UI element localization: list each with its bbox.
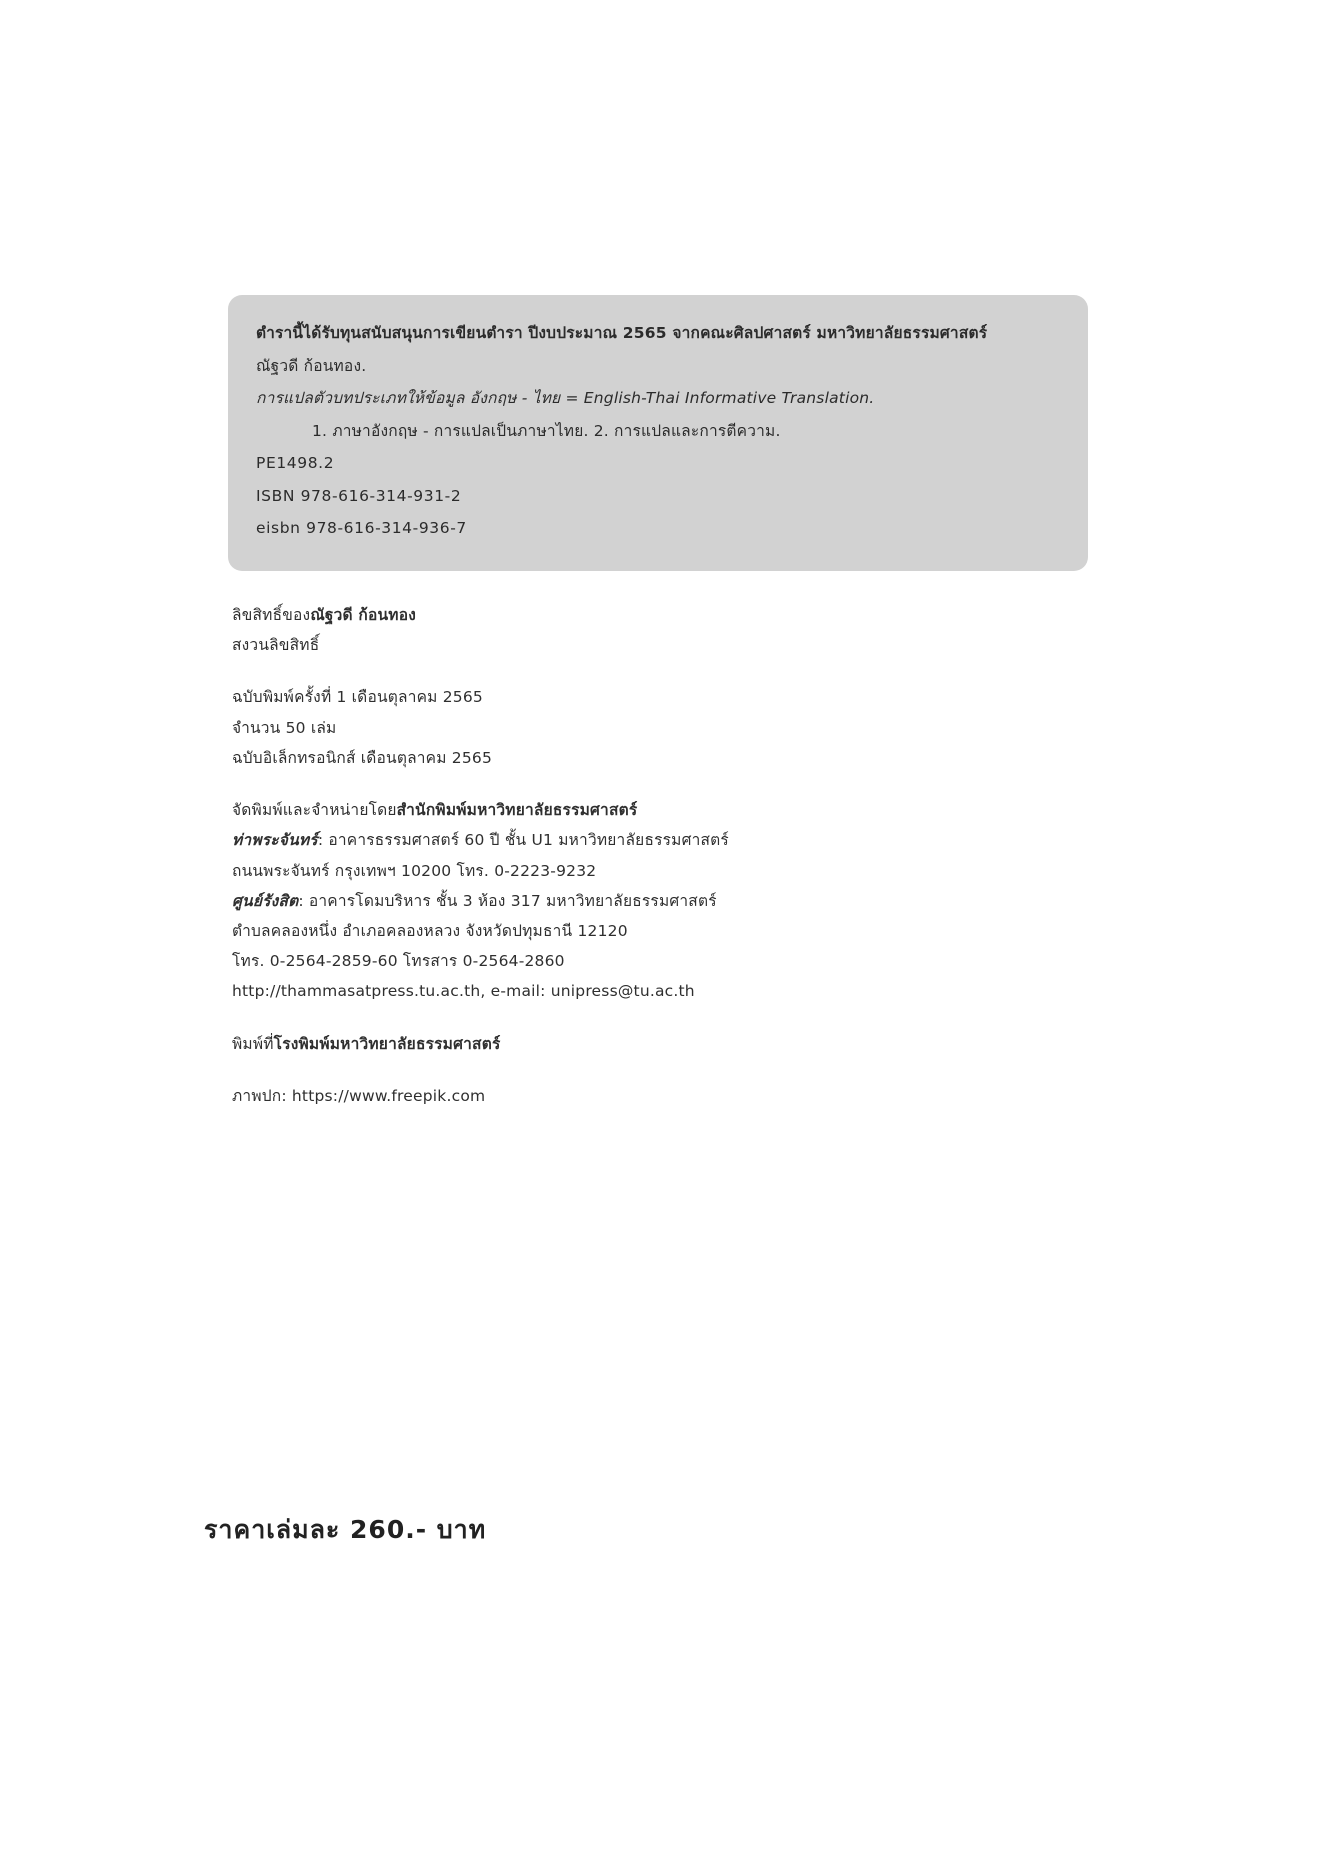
copyright-owner-line	[232, 600, 1132, 630]
cip-block	[228, 295, 1088, 571]
branch1-name: ท่าพระจันทร์	[232, 831, 318, 850]
branch2-address2: ตำบลคลองหนึ่ง อำเภอคลองหลวง จังหวัดปทุมธานี 12120	[232, 921, 628, 940]
rights-reserved-line: สงวนลิขสิทธิ์	[232, 636, 320, 655]
cover-credit-line[interactable]: ภาพปก: https://www.freepik.com	[232, 1086, 486, 1105]
publisher-line	[232, 795, 1132, 825]
publisher-name: สำนักพิมพ์มหาวิทยาลัยธรรมศาสตร์	[396, 801, 638, 820]
branch2-line	[232, 886, 1132, 916]
copyright-owner-name: ณัฐวดี ก้อนทอง	[310, 606, 416, 624]
quantity-line: จำนวน 50 เล่ม	[232, 718, 337, 737]
printing-group	[232, 682, 1132, 773]
printed-by-line	[232, 1029, 1132, 1059]
branch2-phone: โทร. 0-2564-2859-60 โทรสาร 0-2564-2860	[232, 952, 565, 971]
imprint-body	[232, 600, 1132, 1133]
cip-subjects-line: 1. ภาษาอังกฤษ - การแปลเป็นภาษาไทย. 2. การแปลและการตีความ.	[312, 421, 781, 440]
branch1-address: : อาคารธรรมศาสตร์ 60 ปี ชั้น U1 มหาวิทยาลัยธรรมศาสตร์	[317, 831, 729, 850]
publisher-web-email[interactable]: http://thammasatpress.tu.ac.th, e-mail: unipress@tu.ac.th	[232, 982, 695, 1001]
publisher-group	[232, 795, 1132, 1007]
cover-credit-group	[232, 1081, 1132, 1111]
cip-title-line: การแปลตัวบทประเภทให้ข้อมูล อังกฤษ - ไทย = English-Thai Informative Translation.	[256, 389, 875, 408]
branch2-name: ศูนย์รังสิต	[232, 891, 299, 910]
publisher-prefix: จัดพิมพ์และจำหน่ายโดย	[232, 801, 397, 820]
electronic-edition-line: ฉบับอิเล็กทรอนิกส์ เดือนตุลาคม 2565	[232, 748, 493, 767]
printed-by-name: โรงพิมพ์มหาวิทยาลัยธรรมศาสตร์	[273, 1034, 501, 1053]
edition-line: ฉบับพิมพ์ครั้งที่ 1 เดือนตุลาคม 2565	[232, 688, 483, 707]
cip-author-line: ณัฐวดี ก้อนทอง.	[256, 356, 367, 375]
copyright-group	[232, 600, 1132, 660]
printed-by-prefix: พิมพ์ที่	[232, 1034, 274, 1053]
branch1-address2: ถนนพระจันทร์ กรุงเทพฯ 10200 โทร. 0-2223-9232	[232, 861, 597, 880]
cip-eisbn-line: eisbn 978-616-314-936-7	[256, 519, 467, 538]
cip-callnumber-line: PE1498.2	[256, 454, 335, 473]
printed-by-group	[232, 1029, 1132, 1059]
copyright-owner-prefix: ลิขสิทธิ์ของ	[232, 606, 311, 624]
price-line: ราคาเล่มละ 260.- บาท	[204, 1515, 487, 1544]
cip-funding-line: ตำรานี้ได้รับทุนสนับสนุนการเขียนตำรา ปีงบประมาณ 2565 จากคณะศิลปศาสตร์ มหาวิทยาลัยธรรมศาสตร์	[256, 324, 988, 342]
branch1-line	[232, 825, 1132, 855]
cip-isbn-line: ISBN 978-616-314-931-2	[256, 486, 462, 505]
branch2-address: : อาคารโดมบริหาร ชั้น 3 ห้อง 317 มหาวิทยาลัยธรรมศาสตร์	[298, 891, 717, 910]
